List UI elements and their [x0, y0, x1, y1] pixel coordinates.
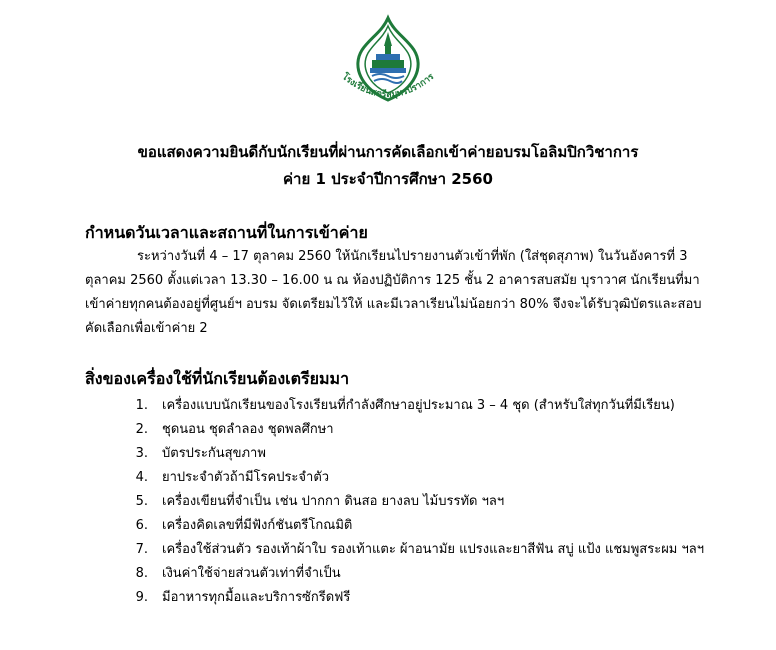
- item-number: 1.: [135, 398, 148, 413]
- list-item: [112, 419, 704, 443]
- item-number: 3.: [135, 446, 148, 461]
- item-number: 7.: [135, 542, 148, 557]
- schedule-line: เข้าค่ายทุกคนต้องอยู่ที่ศูนย์ฯ อบรม จัดเตรียมไว้ให้ และมีเวลาเรียนไม่น้อยกว่า 80% จึงจะได้รับวุฒิบัตรและสอบ: [85, 297, 702, 312]
- supplies-heading: สิ่งของเครื่องใช้ที่นักเรียนต้องเตรียมมา: [85, 369, 350, 388]
- item-number: 6.: [135, 518, 148, 533]
- item-text: เครื่องใช้ส่วนตัว รองเท้าผ้าใบ รองเท้าแตะ ผ้าอนามัย แปรงและยาสีฟัน สบู่ แป้ง แชมพูสระผม ฯลฯ: [162, 542, 705, 557]
- list-item: [112, 515, 704, 539]
- item-text: ชุดนอน ชุดลำลอง ชุดพลศึกษา: [162, 422, 334, 437]
- item-text: เครื่องเขียนที่จำเป็น เช่น ปากกา ดินสอ ยางลบ ไม้บรรทัด ฯลฯ: [162, 494, 505, 509]
- list-item: [112, 539, 704, 563]
- item-text: เครื่องแบบนักเรียนของโรงเรียนที่กำลังศึกษาอยู่ประมาณ 3 – 4 ชุด (สำหรับใส่ทุกวันที่มีเรียน): [162, 398, 675, 413]
- announcement-title: ขอแสดงความยินดีกับนักเรียนที่ผ่านการคัดเลือกเข้าค่ายอบรมโอลิมปิกวิชาการ: [137, 143, 639, 161]
- item-text: เงินค่าใช้จ่ายส่วนตัวเท่าที่จำเป็น: [162, 566, 341, 581]
- item-text: ยาประจำตัวถ้ามีโรคประจำตัว: [162, 470, 330, 485]
- list-item: [112, 587, 704, 611]
- list-item: [112, 395, 704, 419]
- list-item: [112, 491, 704, 515]
- item-text: บัตรประกันสุขภาพ: [162, 446, 266, 461]
- item-number: 4.: [135, 470, 148, 485]
- schedule-line: คัดเลือกเพื่อเข้าค่าย 2: [85, 321, 208, 336]
- schedule-line: ตุลาคม 2560 ตั้งแต่เวลา 13.30 – 16.00 น ณ ห้องปฏิบัติการ 125 ชั้น 2 อาคารสบสมัย บุราวาศ นักเรียนที่มา: [85, 273, 700, 288]
- supplies-list: [112, 395, 704, 611]
- item-text: มีอาหารทุกมื้อและบริการซักรีดฟรี: [162, 590, 351, 605]
- item-text: เครื่องคิดเลขที่มีฟังก์ชันตรีโกณมิติ: [162, 518, 353, 533]
- schedule-line: ระหว่างวันที่ 4 – 17 ตุลาคม 2560 ให้นักเรียนไปรายงานตัวเข้าที่พัก (ใส่ชุดสุภาพ) ในวันอังคารที่ 3: [137, 249, 688, 264]
- item-number: 8.: [135, 566, 148, 581]
- list-item: [112, 443, 704, 467]
- school-name-text: โรงเรียนสตรีสมุทรปราการ: [339, 72, 437, 101]
- list-item: [112, 467, 704, 491]
- list-item: [112, 563, 704, 587]
- schedule-heading: กำหนดวันเวลาและสถานที่ในการเข้าค่าย: [85, 223, 368, 242]
- school-emblem-icon: [332, 14, 444, 120]
- announcement-subtitle: ค่าย 1 ประจำปีการศึกษา 2560: [283, 170, 493, 188]
- item-number: 5.: [135, 494, 148, 509]
- item-number: 2.: [135, 422, 148, 437]
- item-number: 9.: [135, 590, 148, 605]
